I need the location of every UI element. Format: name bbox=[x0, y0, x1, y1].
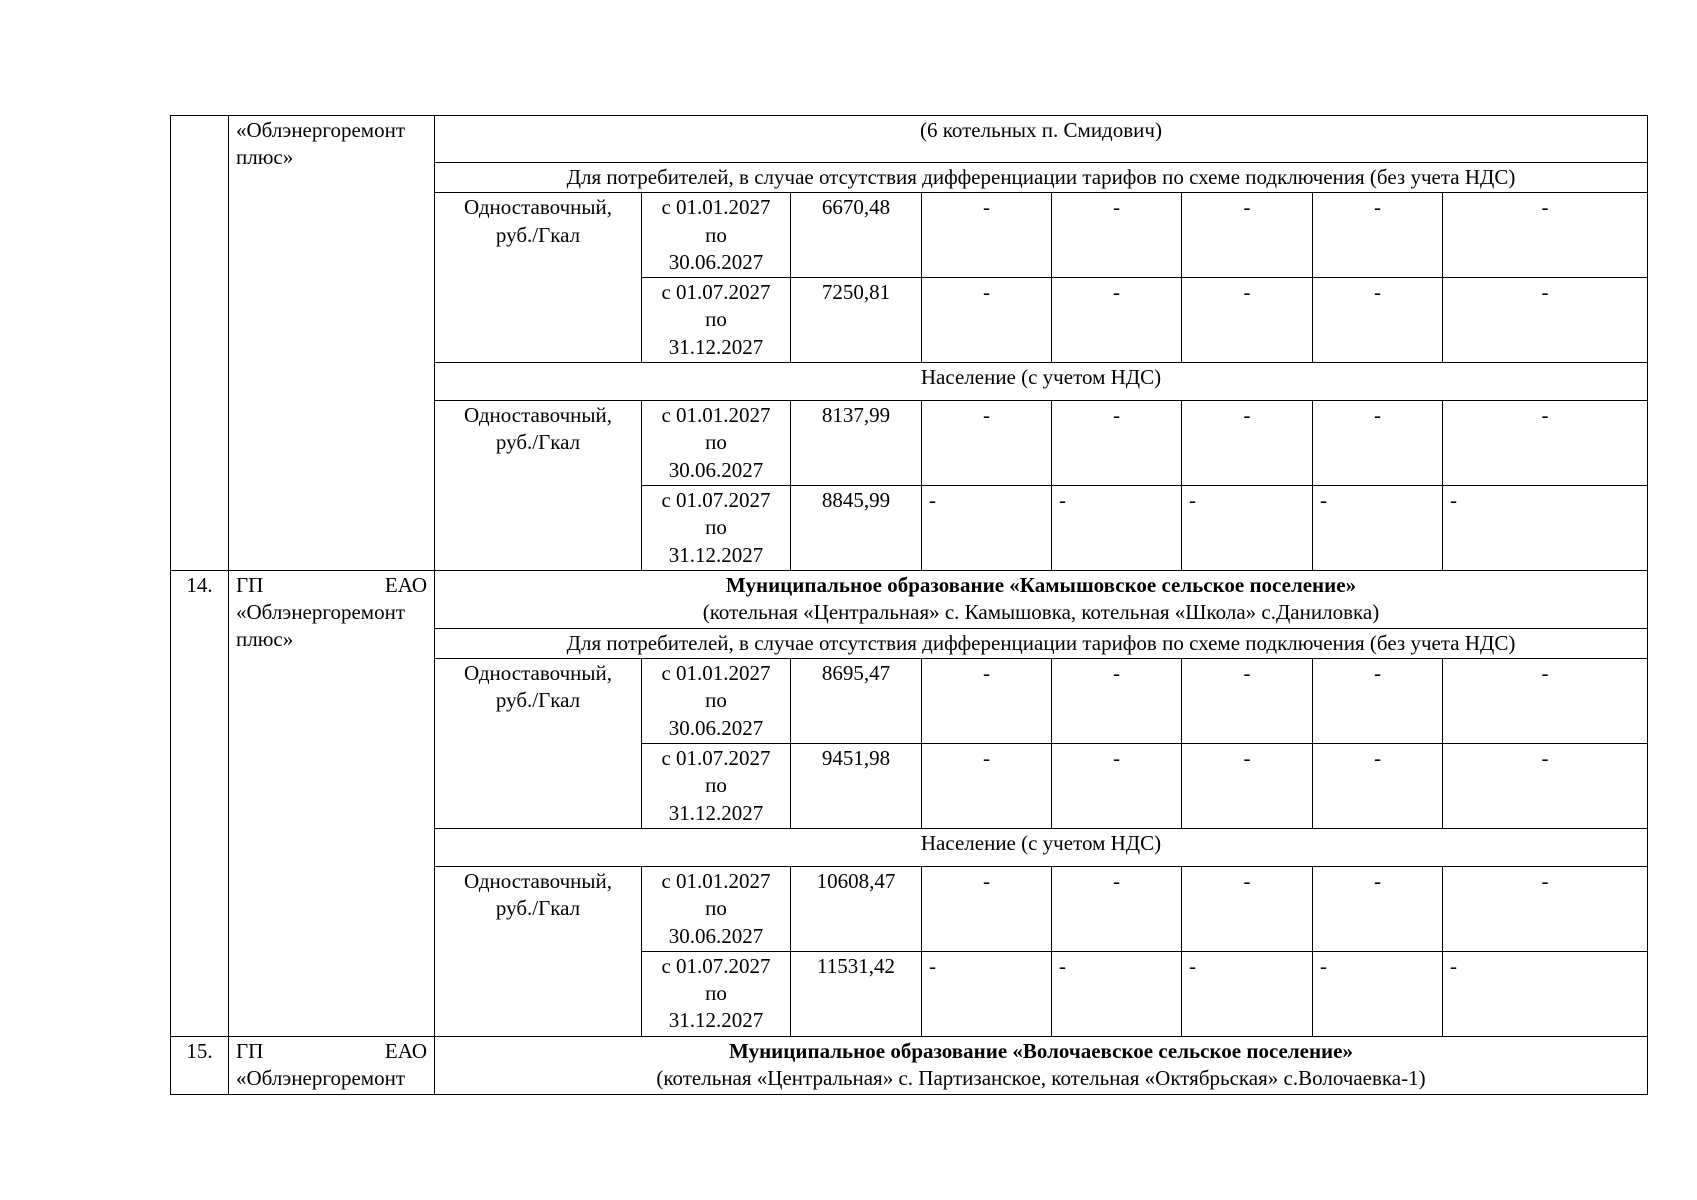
tariff-table bbox=[170, 115, 1648, 1095]
period-to: 30.06.2027 bbox=[668, 923, 764, 948]
empty-value-dash: - bbox=[1182, 951, 1313, 1036]
consumer-group-heading: Для потребителей, в случае отсутствия дифференциации тарифов по схеме подключения (без учета НДС) bbox=[435, 163, 1648, 193]
consumer-group-heading: Население (с учетом НДС) bbox=[435, 363, 1648, 401]
period-from: с 01.01.2027 bbox=[661, 195, 771, 220]
tariff-value: 6670,48 bbox=[791, 193, 922, 278]
tariff-type: Одноставочный, руб./Гкал bbox=[435, 659, 642, 829]
period-by: по bbox=[705, 981, 727, 1006]
empty-value-dash: - bbox=[1052, 866, 1182, 951]
empty-value-dash: - bbox=[1313, 401, 1443, 486]
row-number: 15. bbox=[171, 1036, 229, 1094]
empty-value-dash: - bbox=[922, 866, 1052, 951]
tariff-period bbox=[642, 659, 791, 744]
consumer-group-heading: Для потребителей, в случае отсутствия дифференциации тарифов по схеме подключения (без учета НДС) bbox=[435, 628, 1648, 658]
empty-value-dash: - bbox=[1443, 659, 1648, 744]
period-to: 31.12.2027 bbox=[668, 334, 764, 359]
period-to: 30.06.2027 bbox=[668, 457, 764, 482]
tariff-period bbox=[642, 278, 791, 363]
empty-value-dash: - bbox=[1443, 744, 1648, 829]
tariff-period bbox=[642, 951, 791, 1036]
period-from: с 01.01.2027 bbox=[661, 661, 771, 686]
tariff-type: Одноставочный, руб./Гкал bbox=[435, 866, 642, 1036]
organization-line1: ГП ЕАО bbox=[236, 572, 427, 597]
empty-value-dash: - bbox=[1443, 278, 1648, 363]
row-number bbox=[171, 116, 229, 571]
tariff-type: Одноставочный, руб./Гкал bbox=[435, 193, 642, 363]
section-header-row bbox=[171, 570, 1648, 628]
tariff-value: 11531,42 bbox=[791, 951, 922, 1036]
empty-value-dash: - bbox=[1443, 193, 1648, 278]
empty-value-dash: - bbox=[1052, 193, 1182, 278]
empty-value-dash: - bbox=[1443, 485, 1648, 570]
empty-value-dash: - bbox=[922, 401, 1052, 486]
period-to: 30.06.2027 bbox=[668, 249, 764, 274]
period-by: по bbox=[705, 307, 727, 332]
empty-value-dash: - bbox=[1313, 744, 1443, 829]
empty-value-dash: - bbox=[1182, 193, 1313, 278]
empty-value-dash: - bbox=[922, 193, 1052, 278]
tariff-value: 7250,81 bbox=[791, 278, 922, 363]
municipality-header bbox=[435, 570, 1648, 628]
period-by: по bbox=[705, 773, 727, 798]
empty-value-dash: - bbox=[1182, 744, 1313, 829]
period-to: 31.12.2027 bbox=[668, 800, 764, 825]
empty-value-dash: - bbox=[1052, 278, 1182, 363]
empty-value-dash: - bbox=[1443, 866, 1648, 951]
boiler-houses: (котельная «Центральная» с. Партизанское, котельная «Октябрьская» с.Волочаевка-1) bbox=[656, 1066, 1426, 1091]
section-header-row bbox=[171, 116, 1648, 163]
organization-name: «Облэнергоремонт bbox=[236, 1066, 405, 1091]
period-from: с 01.01.2027 bbox=[661, 403, 771, 428]
empty-value-dash: - bbox=[922, 485, 1052, 570]
period-by: по bbox=[705, 515, 727, 540]
organization-line1: ГП ЕАО bbox=[236, 1038, 427, 1063]
period-from: с 01.07.2027 bbox=[661, 746, 771, 771]
boiler-houses: (котельная «Центральная» с. Камышовка, котельная «Школа» с.Даниловка) bbox=[702, 600, 1380, 625]
municipality-header bbox=[435, 1036, 1648, 1094]
empty-value-dash: - bbox=[1052, 485, 1182, 570]
empty-value-dash: - bbox=[1182, 659, 1313, 744]
empty-value-dash: - bbox=[1313, 659, 1443, 744]
period-by: по bbox=[705, 688, 727, 713]
period-to: 30.06.2027 bbox=[668, 715, 764, 740]
tariff-value: 9451,98 bbox=[791, 744, 922, 829]
empty-value-dash: - bbox=[1052, 951, 1182, 1036]
empty-value-dash: - bbox=[1052, 659, 1182, 744]
municipality-title: Муниципальное образование «Волочаевское сельское поселение» bbox=[729, 1038, 1353, 1063]
period-by: по bbox=[705, 896, 727, 921]
empty-value-dash: - bbox=[1313, 951, 1443, 1036]
tariff-period bbox=[642, 193, 791, 278]
empty-value-dash: - bbox=[922, 278, 1052, 363]
empty-value-dash: - bbox=[1182, 485, 1313, 570]
municipality-header bbox=[435, 116, 1648, 163]
period-by: по bbox=[705, 430, 727, 455]
municipality-title: Муниципальное образование «Камышовское сельское поселение» bbox=[725, 572, 1357, 597]
tariff-value: 8695,47 bbox=[791, 659, 922, 744]
tariff-period bbox=[642, 485, 791, 570]
period-to: 31.12.2027 bbox=[668, 542, 764, 567]
period-to: 31.12.2027 bbox=[668, 1008, 764, 1033]
tariff-value: 8845,99 bbox=[791, 485, 922, 570]
organization-cell bbox=[229, 116, 435, 571]
empty-value-dash: - bbox=[922, 659, 1052, 744]
tariff-period bbox=[642, 401, 791, 486]
consumer-group-heading: Население (с учетом НДС) bbox=[435, 828, 1648, 866]
empty-value-dash: - bbox=[1052, 401, 1182, 486]
period-from: с 01.01.2027 bbox=[661, 868, 771, 893]
empty-value-dash: - bbox=[1313, 193, 1443, 278]
period-from: с 01.07.2027 bbox=[661, 487, 771, 512]
organization-name: «Облэнергоремонт плюс» bbox=[236, 118, 405, 170]
tariff-period bbox=[642, 866, 791, 951]
empty-value-dash: - bbox=[1313, 278, 1443, 363]
period-from: с 01.07.2027 bbox=[661, 953, 771, 978]
organization-cell bbox=[229, 570, 435, 1036]
empty-value-dash: - bbox=[1182, 278, 1313, 363]
boiler-houses: (6 котельных п. Смидович) bbox=[920, 118, 1162, 142]
organization-name: «Облэнергоремонт плюс» bbox=[236, 600, 405, 652]
empty-value-dash: - bbox=[1182, 401, 1313, 486]
tariff-period bbox=[642, 744, 791, 829]
empty-value-dash: - bbox=[1443, 951, 1648, 1036]
empty-value-dash: - bbox=[922, 951, 1052, 1036]
empty-value-dash: - bbox=[1313, 485, 1443, 570]
period-from: с 01.07.2027 bbox=[661, 280, 771, 305]
empty-value-dash: - bbox=[1313, 866, 1443, 951]
tariff-value: 8137,99 bbox=[791, 401, 922, 486]
empty-value-dash: - bbox=[922, 744, 1052, 829]
tariff-value: 10608,47 bbox=[791, 866, 922, 951]
organization-cell bbox=[229, 1036, 435, 1094]
empty-value-dash: - bbox=[1052, 744, 1182, 829]
section-header-row bbox=[171, 1036, 1648, 1094]
empty-value-dash: - bbox=[1182, 866, 1313, 951]
empty-value-dash: - bbox=[1443, 401, 1648, 486]
row-number: 14. bbox=[171, 570, 229, 1036]
period-by: по bbox=[705, 222, 727, 247]
tariff-type: Одноставочный, руб./Гкал bbox=[435, 401, 642, 571]
